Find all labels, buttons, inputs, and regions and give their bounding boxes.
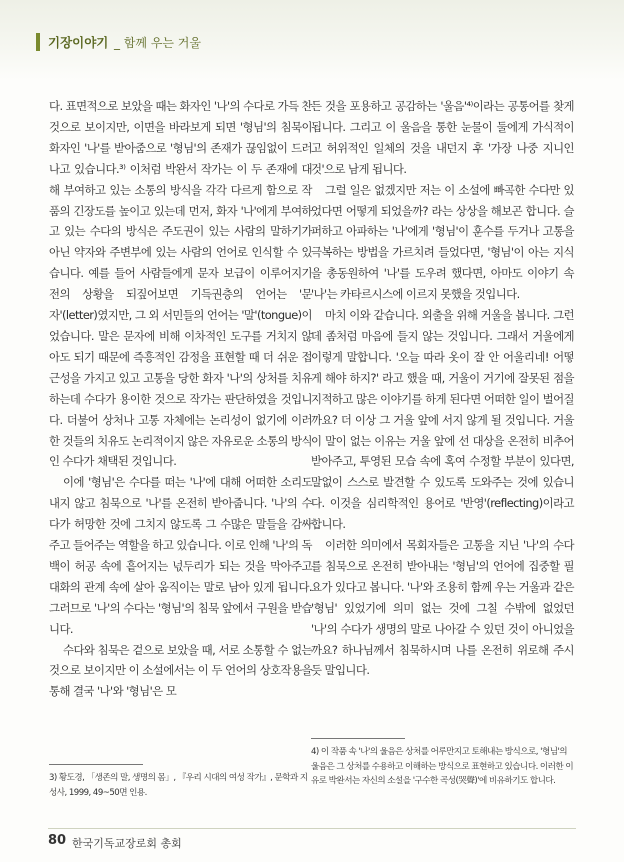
right-column <box>311 96 574 681</box>
body-paragraph: 이러한 의미에서 목회자들은 고통을 지닌 '나'의 수다를 침묵으로 온전히 받아내는 '형님'의 언어에 집중할 필요가 있다고 봅니다. '나'와 조용히 함께 우는 거울과 같은 '형님' 있었기에 의미 없는 것에 그칠 수밖에 없었던 '나'의 수다가 생명의 말로 나아갈 수 있던 것이 아니었을까요? 하나님께서 침묵하시며 나를 온전히 위로해 주시듯 말입니다. <box>311 538 574 678</box>
section-category: 기장이야기 <box>48 35 109 50</box>
section-subtitle: _ 함께 우는 거울 <box>114 36 201 50</box>
footer-rule <box>48 828 576 829</box>
footnote-3: 3) 황도경, 「생존의 말, 생명의 몸」, 『우리 시대의 여성 작가』, 문학과 지성사, 1999, 49~50면 인용. <box>49 773 308 798</box>
left-column <box>49 96 312 702</box>
body-paragraph: 수다와 침묵은 겉으로 보았을 때, 서로 소통할 수 없는 것으로 보이지만 이 소설에서는 이 두 언어의 상호작용을 통해 결국 '나'와 '형님'은 모 <box>49 642 312 699</box>
body-paragraph: 이에 '형님'은 수다를 떠는 '나'에 대해 어떠한 소리도 내지 않고 침묵으로 '나'를 온전히 받아줍니다. '나'의 수다가 허망한 것에 그치지 않도록 그 수많은 말들을 감싸주고 들어주는 역할을 하고 있습니다. 이로 인해 '나'의 독백이 허공 속에 흩어지는 넋두리가 되는 것을 막아주고 대화의 관계 속에 살아 움직이는 말로 남아 있게 됩니다. 그러므로 '나'의 수다는 '형님'의 침묵 앞에서 구원을 받습니다. <box>49 475 312 636</box>
body-paragraph: 든 것을 포용하고 공감하는 '울음'⁴⁾이라는 공통어를 찾게 됩니다. 그리고 이 울음을 통한 눈물이 둘에게 가식적이고 허위적인 일체의 것을 내던지 후 '가장 나중 지니인 것'으로 남게 됩니다. <box>311 99 574 176</box>
header-accent-bar <box>36 33 40 51</box>
page-number: 80 <box>48 833 67 848</box>
footnote-4: 4) 이 작품 속 '나'의 울음은 상처를 어루만지고 토해내는 방식으로, '형님'의 울음은 그 상처를 수용하고 이해하는 방식으로 표현하고 있습니다. 이러한 이유로 박완서는 자신의 소설을 '구수한 곡성(哭聲)'에 비유하기도 합니다. <box>311 747 574 787</box>
footnote-rule <box>49 764 143 765</box>
body-paragraph: 마치 이와 같습니다. 외출을 위해 거울을 봅니다. 그런데 좀처럼 마음에 들지 않는 것입니다. 그래서 거울에게 이렇게 말합니다. '오늘 따라 옷이 잘 안 어울리네! 어떻게 해야 하지?' 라고 했을 때, 거울이 거기에 잘못된 점을 지적하고 많은 이야기를 하게 된다면 어떠한 일이 벌어질까요? 더 이상 그 거울 앞에 서지 않게 될 것입니다. 거울이 말이 없는 이유는 거울 앞에 선 대상을 온전히 비추어 받아주고, 투영된 모습 속에 혹여 수정할 부분이 있다면, 말없이 스스로 발견할 수 있도록 도와주는 것에 있습니다. 이것을 심리학적인 용어로 '반영'(reflecting)이라고 합니다. <box>311 308 574 532</box>
body-paragraph: 다. 표면적으로 보았을 때는 화자인 '나'의 수다로 가득 찬 것으로 보이지만, 이면을 바라보게 되면 '형님'의 침묵이 화자인 '나'를 받아줌으로 '형님'의 존재가 끊임없이 드러나고 있습니다.³⁾ 이처럼 박완서 작가는 이 두 존재에 대해 부여하고 있는 소통의 방식을 각각 다르게 함으로 작품의 긴장도를 높이고 있는데 먼저, 화자 '나'에게 부여하고 있는 수다의 방식은 주도권이 있는 사람의 말하기가 아닌 약자와 주변부에 있는 사람의 언어로 인식할 수 있습니다. 예를 들어 사람들에게 문자 보급이 이루어지기 전의 상황을 되짚어보면 기득권층의 언어는 '문자'(letter)였지만, 그 외 서민들의 언어는 '말'(tongue)이었습니다. 말은 문자에 비해 이차적인 도구를 거치지 않아도 되기 때문에 즉흥적인 감정을 표현할 때 더 쉬운 접근성을 가지고 있고 고통을 당한 화자 '나'의 상처를 치유하는데 수다가 용이한 것으로 작가는 판단하였을 것입니다. 더불어 상처나 고통 자체에는 논리성이 없기에 이러한 것들의 치유도 논리적이지 않은 자유로운 소통의 방식인 수다가 채택된 것입니다. <box>49 99 312 469</box>
body-paragraph: 그럴 일은 없겠지만 저는 이 소설에 빠곡한 수다만 있었다면 어떻게 되었을까? 라는 상상을 해보곤 합니다. 슬퍼하고 아파하는 '나'에게 '형님'이 훈수를 두거나 고통을 극복하는 방법을 가르치려 들었다면, '형님'이 아는 지식을 총동원하여 '나'를 도우려 했다면, 아마도 이야기 속 '나'는 카타르시스에 이르지 못했을 것입니다. <box>311 182 574 302</box>
footnote-rule <box>311 738 405 739</box>
publisher-name: 한국기독교장로회 총회 <box>72 837 182 850</box>
